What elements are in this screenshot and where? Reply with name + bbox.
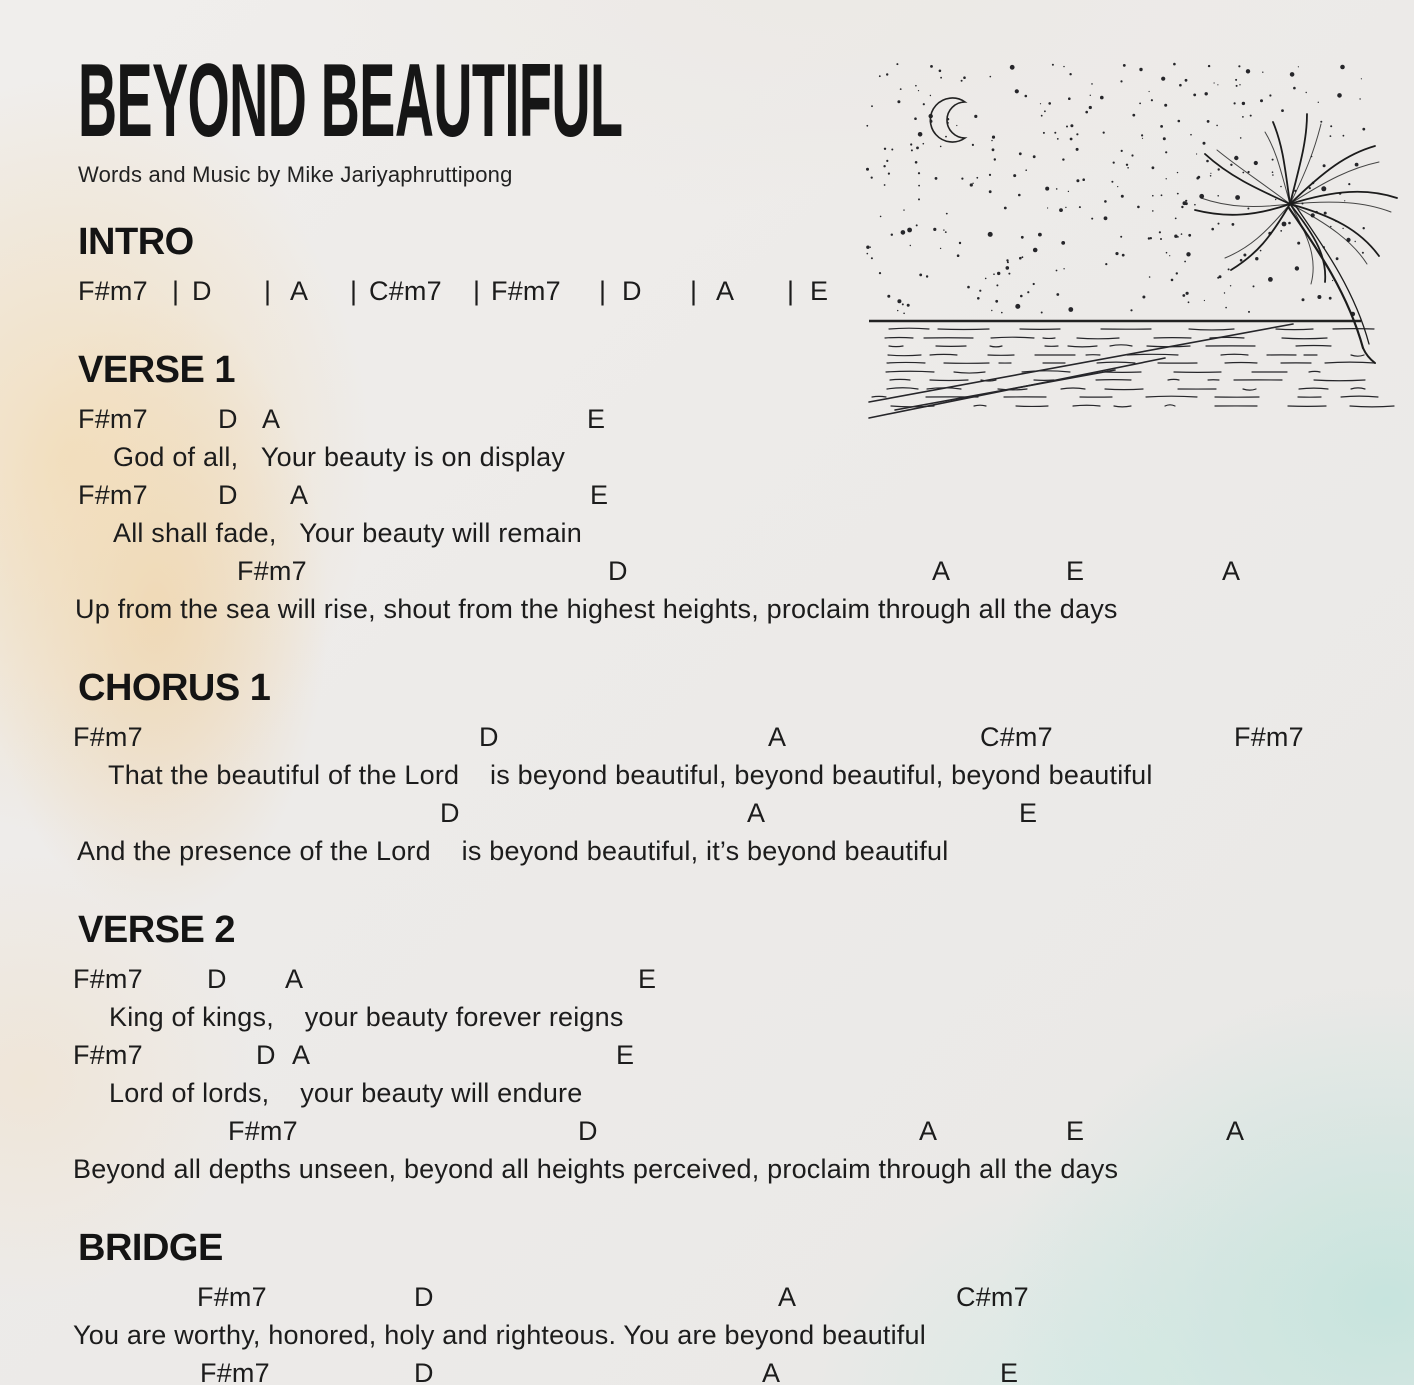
- song-sections: [0, 222, 1414, 1385]
- chord-symbol: D: [440, 798, 460, 828]
- chord-symbol: A: [285, 964, 304, 994]
- lyric-text: Lord of lords, your beauty will endure: [109, 1078, 583, 1108]
- lyric-text: All shall fade, Your beauty will remain: [113, 518, 582, 548]
- chord-symbol: A: [932, 556, 951, 586]
- bar-separator: |: [599, 276, 607, 306]
- section-verse-1: [0, 350, 1414, 628]
- chord-line: [0, 1112, 1414, 1150]
- chord-symbol: D: [578, 1116, 598, 1146]
- section-verse-2: [0, 910, 1414, 1188]
- chord-symbol: E: [1066, 556, 1085, 586]
- chord-symbol: D: [218, 404, 238, 434]
- chord-symbol: E: [638, 964, 657, 994]
- lyric-text: Beyond all depths unseen, beyond all heights perceived, proclaim through all the days: [73, 1154, 1119, 1184]
- bar-separator: |: [350, 276, 358, 306]
- lyric-line: [0, 998, 1414, 1036]
- chord-symbol: A: [747, 798, 766, 828]
- lyric-line: [0, 438, 1414, 476]
- section-heading-intro: INTRO: [78, 221, 194, 263]
- chord-symbol: D: [414, 1358, 434, 1385]
- section-heading-chorus-1: CHORUS 1: [78, 667, 271, 709]
- lyric-line: [0, 590, 1414, 628]
- lyric-text: King of kings, your beauty forever reigns: [109, 1002, 624, 1032]
- lyric-text: And the presence of the Lord is beyond beautiful, it’s beyond beautiful: [77, 836, 949, 866]
- chord-symbol: D: [256, 1040, 276, 1070]
- chord-symbol: D: [218, 480, 238, 510]
- chord-symbol: A: [262, 404, 281, 434]
- chord-symbol: F#m7: [78, 480, 148, 510]
- chord-symbol: A: [716, 276, 735, 306]
- chord-line: [0, 552, 1414, 590]
- chord-symbol: E: [1066, 1116, 1085, 1146]
- section-heading-bridge: BRIDGE: [78, 1227, 223, 1269]
- chord-symbol: F#m7: [78, 276, 148, 306]
- chord-line: [0, 718, 1414, 756]
- chord-symbol: A: [762, 1358, 781, 1385]
- song-title: BEYOND BEAUTIFUL: [78, 43, 623, 159]
- chord-symbol: F#m7: [73, 964, 143, 994]
- chord-symbol: A: [1226, 1116, 1245, 1146]
- chord-symbol: E: [1000, 1358, 1019, 1385]
- lyric-line: [0, 1150, 1414, 1188]
- chord-line: [0, 794, 1414, 832]
- chord-symbol: F#m7: [228, 1116, 298, 1146]
- lyric-line: [0, 756, 1414, 794]
- chord-line: [0, 1278, 1414, 1316]
- chord-line: [0, 400, 1414, 438]
- chord-symbol: A: [292, 1040, 311, 1070]
- chord-line: [0, 272, 1414, 310]
- chord-symbol: F#m7: [78, 404, 148, 434]
- chord-symbol: A: [290, 480, 309, 510]
- section-intro: [0, 222, 1414, 310]
- chord-symbol: F#m7: [73, 1040, 143, 1070]
- chord-line: [0, 960, 1414, 998]
- chord-symbol: F#m7: [491, 276, 561, 306]
- chord-symbol: F#m7: [1234, 722, 1304, 752]
- chord-symbol: C#m7: [956, 1282, 1029, 1312]
- chord-symbol: A: [778, 1282, 797, 1312]
- chord-symbol: D: [414, 1282, 434, 1312]
- chord-symbol: A: [290, 276, 309, 306]
- lyric-line: [0, 514, 1414, 552]
- chord-symbol: D: [608, 556, 628, 586]
- bar-separator: |: [787, 276, 795, 306]
- bar-separator: |: [473, 276, 481, 306]
- crescent-moon-icon: [930, 98, 965, 142]
- song-credit: Words and Music by Mike Jariyaphruttipong: [78, 162, 513, 187]
- chord-symbol: E: [810, 276, 829, 306]
- lyric-line: [0, 1074, 1414, 1112]
- section-heading-verse-1: VERSE 1: [78, 349, 236, 391]
- chord-symbol: F#m7: [197, 1282, 267, 1312]
- section-chorus-1: [0, 668, 1414, 870]
- chord-symbol: E: [616, 1040, 635, 1070]
- chord-line: [0, 1036, 1414, 1074]
- chord-symbol: D: [192, 276, 212, 306]
- bar-separator: |: [690, 276, 698, 306]
- section-heading-verse-2: VERSE 2: [78, 909, 236, 951]
- chord-symbol: F#m7: [237, 556, 307, 586]
- lyric-text: That the beautiful of the Lord is beyond beautiful, beyond beautiful, beyond beautiful: [108, 760, 1153, 790]
- chord-symbol: F#m7: [200, 1358, 270, 1385]
- chord-symbol: C#m7: [369, 276, 442, 306]
- lyric-text: Up from the sea will rise, shout from the highest heights, proclaim through all the days: [75, 594, 1118, 624]
- chord-line: [0, 476, 1414, 514]
- chord-line: [0, 1354, 1414, 1385]
- chord-symbol: C#m7: [980, 722, 1053, 752]
- lyric-line: [0, 1316, 1414, 1354]
- chord-symbol: D: [207, 964, 227, 994]
- chord-symbol: F#m7: [73, 722, 143, 752]
- chord-symbol: E: [590, 480, 609, 510]
- lyric-text: You are worthy, honored, holy and righteous. You are beyond beautiful: [73, 1320, 926, 1350]
- bar-separator: |: [172, 276, 180, 306]
- bar-separator: |: [264, 276, 272, 306]
- section-bridge: [0, 1228, 1414, 1385]
- chord-symbol: A: [919, 1116, 938, 1146]
- lyric-text: God of all, Your beauty is on display: [113, 442, 566, 472]
- chord-symbol: A: [1222, 556, 1241, 586]
- chord-symbol: D: [622, 276, 642, 306]
- chord-symbol: A: [768, 722, 787, 752]
- chord-symbol: E: [1019, 798, 1038, 828]
- lyric-line: [0, 832, 1414, 870]
- chord-symbol: E: [587, 404, 606, 434]
- chord-symbol: D: [479, 722, 499, 752]
